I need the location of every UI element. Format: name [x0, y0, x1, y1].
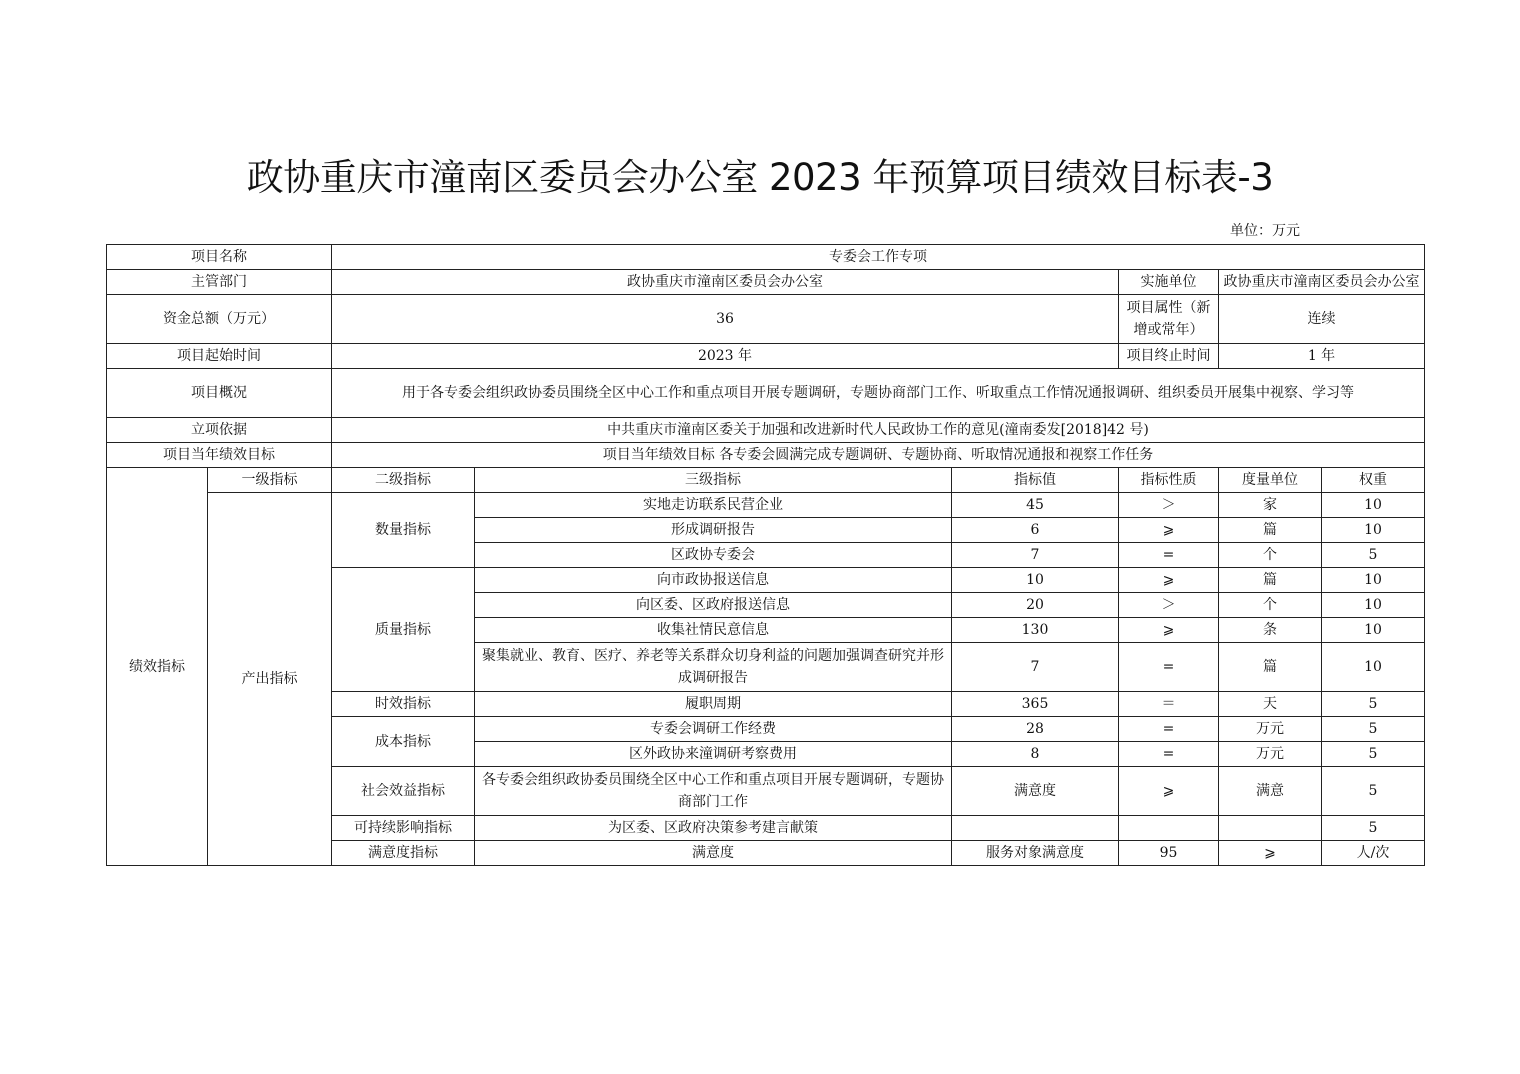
end-value: 1 年 — [1219, 344, 1425, 369]
project-name-value: 专委会工作专项 — [332, 245, 1425, 270]
indicator-value: 130 — [952, 618, 1119, 643]
indicator-nature: ＝ — [1119, 692, 1219, 717]
table-row — [107, 295, 1425, 344]
indicator-name: 实地走访联系民营企业 — [475, 493, 952, 518]
overview-value: 用于各专委会组织政协委员围绕全区中心工作和重点项目开展专题调研，专题协商部门工作、听取重点工作情况通报调研、组织委员开展集中视察、学习等 — [332, 369, 1425, 418]
indicator-value: 365 — [952, 692, 1119, 717]
indicator-name: 向区委、区政府报送信息 — [475, 593, 952, 618]
indicator-unit: 人/次 — [1322, 841, 1425, 866]
output-indicator-group: 产出指标 — [208, 493, 332, 866]
goal-label: 项目当年绩效目标 — [107, 443, 332, 468]
indicator-name: 区政协专委会 — [475, 543, 952, 568]
end-label: 项目终止时间 — [1119, 344, 1219, 369]
page-title: 政协重庆市潼南区委员会办公室 2023 年预算项目绩效目标表-3 — [246, 156, 1274, 199]
table-row — [107, 369, 1425, 418]
indicator-unit: 篇 — [1219, 643, 1322, 692]
indicator-weight: 5 — [1322, 767, 1425, 816]
indicator-value — [952, 816, 1119, 841]
start-value: 2023 年 — [332, 344, 1119, 369]
indicator-unit — [1219, 816, 1322, 841]
attr-value: 连续 — [1219, 295, 1425, 344]
dept-value: 政协重庆市潼南区委员会办公室 — [332, 270, 1119, 295]
indicator-weight: 10 — [1322, 518, 1425, 543]
indicator-value: 20 — [952, 593, 1119, 618]
value-header: 指标值 — [952, 468, 1119, 493]
table-row — [107, 493, 1425, 518]
indicator-weight: 10 — [1322, 593, 1425, 618]
funds-label: 资金总额（万元） — [107, 295, 332, 344]
indicator-name: 各专委会组织政协委员围绕全区中心工作和重点项目开展专题调研，专题协商部门工作 — [475, 767, 952, 816]
indicator-name: 为区委、区政府决策参考建言献策 — [475, 816, 952, 841]
indicator-nature: = — [1119, 742, 1219, 767]
indicator-value: 95 — [1119, 841, 1219, 866]
indicator-weight: 5 — [1322, 717, 1425, 742]
indicator-weight: 5 — [1322, 816, 1425, 841]
table-row — [107, 245, 1425, 270]
indicator-name: 区外政协来潼调研考察费用 — [475, 742, 952, 767]
start-label: 项目起始时间 — [107, 344, 332, 369]
quantity-indicator-group: 数量指标 — [332, 493, 475, 568]
indicator-unit: 家 — [1219, 493, 1322, 518]
indicator-unit: 满意 — [1219, 767, 1322, 816]
indicator-unit: 个 — [1219, 543, 1322, 568]
table-row — [107, 344, 1425, 369]
indicator-value: 6 — [952, 518, 1119, 543]
unit-header: 度量单位 — [1219, 468, 1322, 493]
indicator-unit: 万元 — [1219, 717, 1322, 742]
satisfaction-sub-group: 满意度 — [475, 841, 952, 866]
indicator-value: 满意度 — [952, 767, 1119, 816]
basis-value: 中共重庆市潼南区委关于加强和改进新时代人民政协工作的意见(潼南委发[2018]42 号) — [332, 418, 1425, 443]
indicator-name: 服务对象满意度 — [952, 841, 1119, 866]
indicator-value: 8 — [952, 742, 1119, 767]
indicator-name: 专委会调研工作经费 — [475, 717, 952, 742]
indicator-nature: ⩾ — [1119, 767, 1219, 816]
indicator-nature — [1119, 816, 1219, 841]
indicator-name: 向市政协报送信息 — [475, 568, 952, 593]
indicator-nature: = — [1119, 643, 1219, 692]
project-name-label: 项目名称 — [107, 245, 332, 270]
satisfaction-indicator-group: 满意度指标 — [332, 841, 475, 866]
table-row — [107, 270, 1425, 295]
goal-value: 项目当年绩效目标 各专委会圆满完成专题调研、专题协商、听取情况通报和视察工作任务 — [332, 443, 1425, 468]
indicator-weight: 10 — [1322, 643, 1425, 692]
performance-table — [106, 244, 1425, 866]
indicator-weight: 10 — [1322, 568, 1425, 593]
indicator-nature: ⩾ — [1119, 568, 1219, 593]
indicator-value: 7 — [952, 543, 1119, 568]
indicator-nature: ⩾ — [1219, 841, 1322, 866]
quality-indicator-group: 质量指标 — [332, 568, 475, 692]
perf-indicator-label: 绩效指标 — [107, 468, 208, 866]
sustain-indicator-group: 可持续影响指标 — [332, 816, 475, 841]
indicator-weight: 5 — [1322, 543, 1425, 568]
table-row — [107, 443, 1425, 468]
indicator-nature: = — [1119, 543, 1219, 568]
indicator-unit: 万元 — [1219, 742, 1322, 767]
indicator-name: 形成调研报告 — [475, 518, 952, 543]
indicator-name: 收集社情民意信息 — [475, 618, 952, 643]
lvl2-header: 二级指标 — [332, 468, 475, 493]
lvl1-header: 一级指标 — [208, 468, 332, 493]
indicator-name: 聚集就业、教育、医疗、养老等关系群众切身利益的问题加强调查研究并形成调研报告 — [475, 643, 952, 692]
impl-label: 实施单位 — [1119, 270, 1219, 295]
indicator-weight: 5 — [1322, 692, 1425, 717]
indicator-value: 45 — [952, 493, 1119, 518]
indicator-nature: ＞ — [1119, 493, 1219, 518]
indicator-name: 履职周期 — [475, 692, 952, 717]
funds-value: 36 — [332, 295, 1119, 344]
unit-label: 单位：万元 — [1230, 223, 1300, 239]
nature-header: 指标性质 — [1119, 468, 1219, 493]
indicator-nature: ⩾ — [1119, 618, 1219, 643]
lvl3-header: 三级指标 — [475, 468, 952, 493]
cost-indicator-group: 成本指标 — [332, 717, 475, 767]
indicator-weight: 5 — [1322, 742, 1425, 767]
weight-header: 权重 — [1322, 468, 1425, 493]
indicator-nature: ＞ — [1119, 593, 1219, 618]
indicator-unit: 个 — [1219, 593, 1322, 618]
indicator-value: 10 — [952, 568, 1119, 593]
table-row — [107, 418, 1425, 443]
table-row — [107, 468, 1425, 493]
indicator-weight: 10 — [1322, 493, 1425, 518]
indicator-nature: = — [1119, 717, 1219, 742]
indicator-nature: ⩾ — [1119, 518, 1219, 543]
indicator-unit: 天 — [1219, 692, 1322, 717]
attr-label: 项目属性（新增或常年） — [1119, 295, 1219, 344]
overview-label: 项目概况 — [107, 369, 332, 418]
basis-label: 立项依据 — [107, 418, 332, 443]
indicator-unit: 篇 — [1219, 568, 1322, 593]
indicator-weight: 10 — [1322, 618, 1425, 643]
indicator-unit: 篇 — [1219, 518, 1322, 543]
timeliness-indicator-group: 时效指标 — [332, 692, 475, 717]
indicator-unit: 条 — [1219, 618, 1322, 643]
impl-value: 政协重庆市潼南区委员会办公室 — [1219, 270, 1425, 295]
indicator-value: 7 — [952, 643, 1119, 692]
indicator-value: 28 — [952, 717, 1119, 742]
social-indicator-group: 社会效益指标 — [332, 767, 475, 816]
dept-label: 主管部门 — [107, 270, 332, 295]
